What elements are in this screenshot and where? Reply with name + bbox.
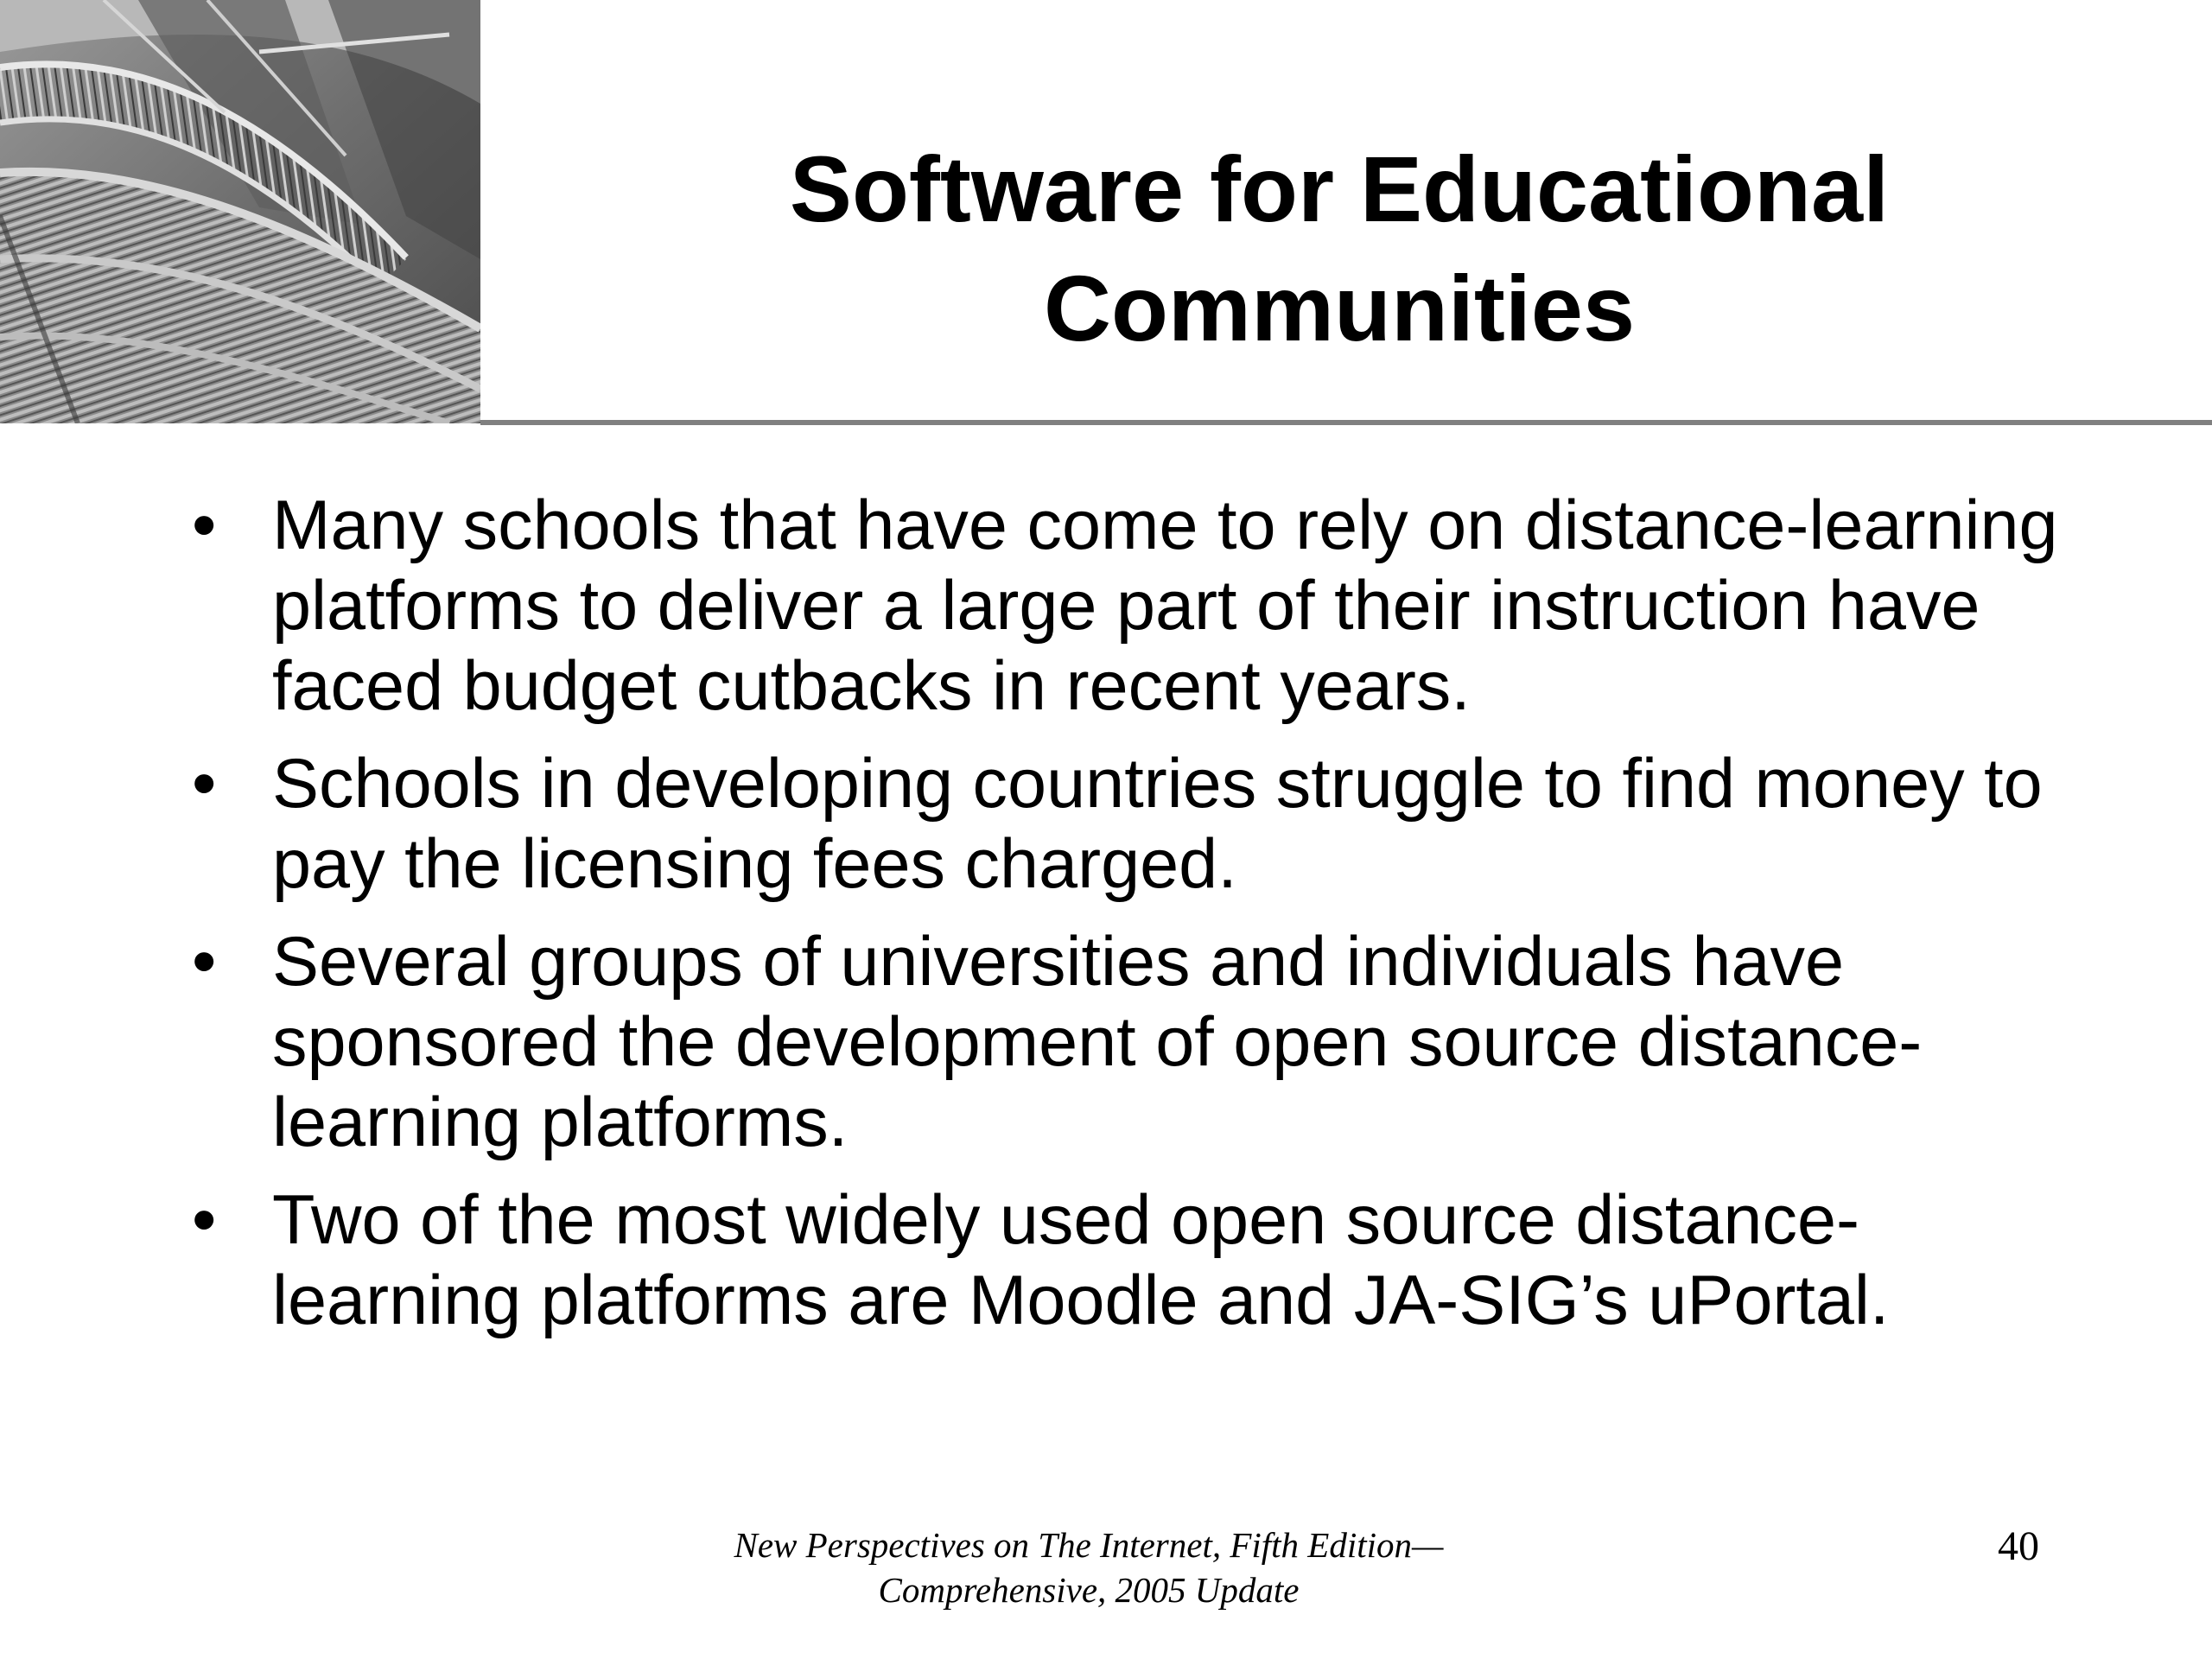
- architecture-photo-graphic: [0, 0, 480, 423]
- bullet-text: Schools in developing countries struggle to find money to pay the licensing fees charged.: [272, 745, 2043, 903]
- title-divider: [480, 420, 2212, 425]
- bullet-item: [173, 1180, 2091, 1341]
- slide-title: [605, 130, 2074, 368]
- architecture-photo: [0, 0, 480, 423]
- bullet-point-icon: •: [192, 745, 217, 823]
- bullet-text: Several groups of universities and individuals have sponsored the development of open source distance-learning platforms.: [272, 923, 1923, 1161]
- bullet-point-icon: •: [192, 1181, 217, 1259]
- bullet-point-icon: •: [192, 486, 217, 564]
- bullet-list: [173, 486, 2091, 1358]
- bullet-point-icon: •: [192, 923, 217, 1001]
- bullet-text: Many schools that have come to rely on distance-learning platforms to deliver a large part of their instruction have faced budget cutbacks in recent years.: [272, 486, 2058, 725]
- footer-citation: [657, 1522, 1521, 1612]
- bullet-item: [173, 486, 2091, 727]
- bullet-item: [173, 922, 2091, 1163]
- bullet-text: Two of the most widely used open source distance-learning platforms are Moodle and JA-SIG’s uPortal.: [272, 1181, 1890, 1339]
- footer-line-2: Comprehensive, 2005 Update: [878, 1570, 1300, 1610]
- bullet-item: [173, 744, 2091, 905]
- footer-line-1: New Perspectives on The Internet, Fifth Edition—: [734, 1525, 1444, 1565]
- slide-title-line-2: Communities: [1043, 256, 1636, 360]
- page-number: 40: [1998, 1523, 2039, 1569]
- slide-title-line-1: Software for Educational: [789, 137, 1890, 241]
